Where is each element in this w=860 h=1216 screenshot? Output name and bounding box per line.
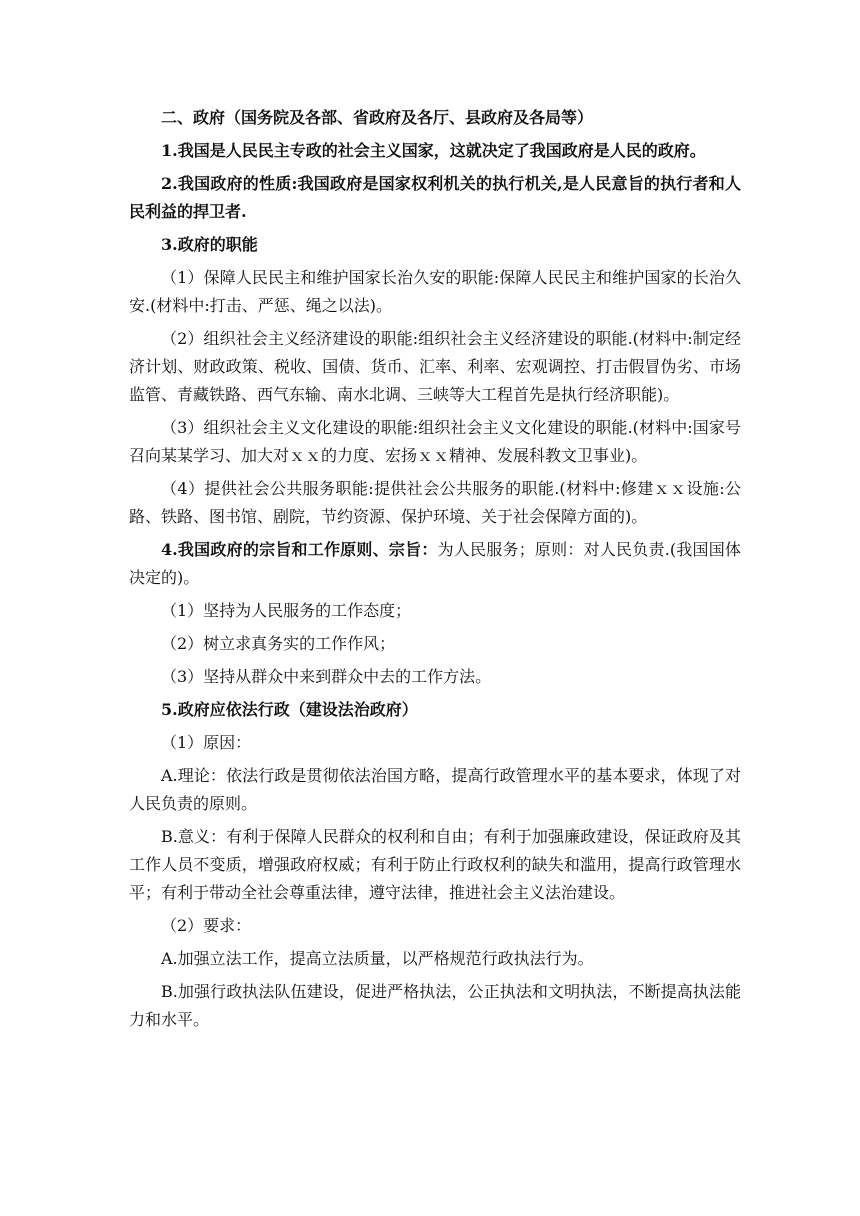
- principle-3-paragraph: （3）坚持从群众中来到群众中去的工作方法。: [161, 667, 492, 686]
- requirement-heading: （2）要求：: [161, 916, 252, 935]
- section-heading-government: 二、政府（国务院及各部、省政府及各厅、县政府及各局等）: [161, 108, 594, 127]
- principle-1-paragraph: （1）坚持为人民服务的工作态度；: [161, 601, 412, 620]
- function-2-paragraph: （2）组织社会主义经济建设的职能:组织社会主义经济建设的职能.(材料中:制定经济计划、财政政策、税收、国债、货币、汇率、利率、宏观调控、打击假冒伪劣、市场监管、青藏铁路、西气东输、南水北调、三峡等大工程首先是执行经济职能)。: [129, 329, 741, 404]
- requirement-b-paragraph: B.加强行政执法队伍建设，促进严格执法，公正执法和文明执法，不断提高执法能力和水平。: [129, 982, 741, 1029]
- point-1-paragraph: 1.我国是人民民主专政的社会主义国家，这就决定了我国政府是人民的政府。: [161, 141, 706, 160]
- function-3-paragraph: （3）组织社会主义文化建设的职能:组织社会主义文化建设的职能.(材料中:国家号召向某某学习、加大对ｘｘ的力度、宏扬ｘｘ精神、发展科教文卫事业)。: [129, 418, 741, 465]
- point-4-rest: 为人民服务；原则：对人民负责.(我国国体决定的)。: [129, 540, 741, 587]
- reason-b-paragraph: B.意义：有利于保障人民群众的权利和自由；有利于加强廉政建设，保证政府及其工作人员不变质，增强政府权威；有利于防止行政权利的缺失和滥用，提高行政管理水平；有利于带动全社会尊重法律，遵守法律，推进社会主义法治建设。: [129, 827, 741, 902]
- principle-2-paragraph: （2）树立求真务实的工作作风；: [161, 634, 396, 653]
- point-3-heading: 3.政府的职能: [161, 235, 258, 254]
- requirement-a-paragraph: A.加强立法工作，提高立法质量，以严格规范行政执法行为。: [161, 949, 594, 968]
- point-5-heading: 5.政府应依法行政（建设法治政府）: [161, 700, 418, 719]
- point-4-paragraph: [129, 536, 741, 592]
- document-body: [129, 104, 741, 1039]
- function-1-paragraph: （1）保障人民民主和维护国家长治久安的职能:保障人民民主和维护国家的长治久安.(材料中:打击、严惩、绳之以法)。: [129, 268, 741, 315]
- reason-a-paragraph: A.理论：依法行政是贯彻依法治国方略，提高行政管理水平的基本要求，体现了对人民负责的原则。: [129, 766, 741, 813]
- point-2-paragraph: 2.我国政府的性质:我国政府是国家权利机关的执行机关,是人民意旨的执行者和人民利益的捍卫者.: [129, 174, 741, 221]
- function-4-paragraph: （4）提供社会公共服务职能:提供社会公共服务的职能.(材料中:修建ｘｘ设施:公路、铁路、图书馆、剧院，节约资源、保护环境、关于社会保障方面的)。: [129, 479, 741, 526]
- reason-heading: （1）原因：: [161, 733, 252, 752]
- point-4-bold-prefix: 4.我国政府的宗旨和工作原则、宗旨：: [161, 540, 438, 559]
